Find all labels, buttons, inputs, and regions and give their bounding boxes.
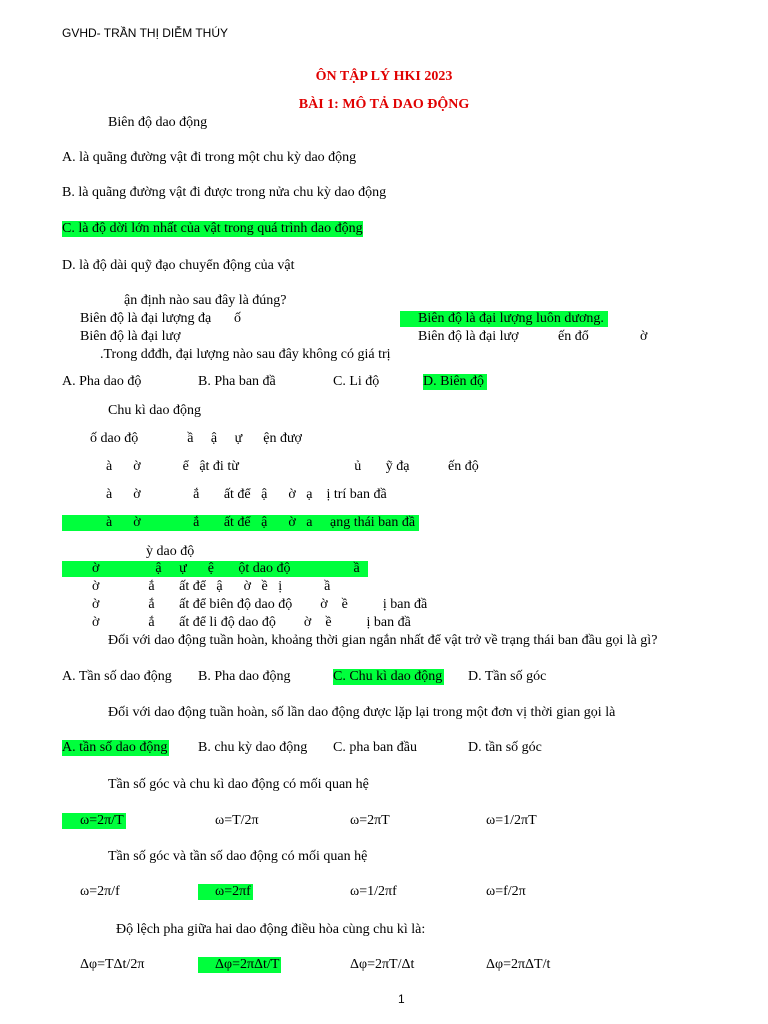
q1-option-b: B. là quãng đường vật đi được trong nửa chu kỳ dao động <box>62 185 387 200</box>
q3-option-a: A. Pha dao độ <box>62 374 142 389</box>
doc-title: ÔN TẬP LÝ HKI 2023 <box>315 69 453 84</box>
q8-option-d: ω=1/2πT <box>486 813 537 828</box>
q1-option-a: A. là quãng đường vật đi trong một chu kỳ dao động <box>62 150 357 165</box>
q6-option-b: B. Pha dao động <box>198 669 291 684</box>
q6-option-c: C. Chu kì dao động <box>333 669 443 684</box>
q2-option-d-fragment-2: ờ <box>640 329 648 344</box>
q5-option-a: ờ ậ ự ệ ột dao độ ầ <box>62 561 368 577</box>
q4-option-a: ố dao độ ầ ậ ự ện đượ <box>90 431 302 446</box>
q9-option-d: ω=f/2π <box>486 884 526 899</box>
q9-option-a: ω=2π/f <box>80 884 120 899</box>
q2-stem: ận định nào sau đây là đúng? <box>124 293 287 308</box>
q10-option-b: Δφ=2πΔt/T <box>198 957 281 973</box>
q7-option-d: D. tần số góc <box>468 740 542 755</box>
q3-option-d: D. Biên độ <box>423 374 487 390</box>
q5-stem: ỳ dao độ <box>146 544 195 559</box>
q1-option-c: C. là độ dời lớn nhất của vật trong quá trình dao động <box>62 221 363 236</box>
q2-option-d-fragment: ến đổ <box>558 329 589 344</box>
q9-option-b: ω=2πf <box>198 884 253 900</box>
lesson-title: BÀI 1: MÔ TẢ DAO ĐỘNG <box>298 97 470 112</box>
q9-stem: Tần số góc và tần số dao động có mối quan hệ <box>108 849 368 864</box>
q10-option-a: Δφ=TΔt/2π <box>80 957 145 972</box>
q8-option-c: ω=2πT <box>350 813 390 828</box>
q6-option-d: D. Tần số góc <box>468 669 547 684</box>
page-number: 1 <box>398 992 405 1006</box>
q3-option-b: B. Pha ban đầ <box>198 374 276 389</box>
q6-stem: Đối với dao động tuần hoàn, khoảng thời gian ngắn nhất để vật trở về trạng thái ban đầu gọi là gì? <box>108 633 658 648</box>
q7-option-a: A. tần số dao động <box>62 740 168 755</box>
q1-option-d: D. là độ dài quỹ đạo chuyển động của vật <box>62 258 295 273</box>
q7-option-c: C. pha ban đầu <box>333 740 417 755</box>
q2-option-d: Biên độ là đại lượ <box>418 329 519 344</box>
q2-option-c: Biên độ là đại lượ <box>80 329 181 344</box>
q8-stem: Tần số góc và chu kì dao động có mối quan hệ <box>108 777 369 792</box>
q10-option-c: Δφ=2πT/Δt <box>350 957 415 972</box>
q5-option-c: ờ ắ ất để biên độ dao độ ờ ề ị ban đầ <box>92 597 428 612</box>
q1-stem: Biên độ dao động <box>108 115 208 130</box>
q8-option-a: ω=2π/T <box>62 813 126 829</box>
q7-option-b: B. chu kỳ dao động <box>198 740 308 755</box>
q8-option-b: ω=T/2π <box>215 813 259 828</box>
q5-option-d: ờ ắ ất để li độ dao độ ờ ề ị ban đầ <box>92 615 411 630</box>
q3-option-c: C. Li độ <box>333 374 380 389</box>
q3-stem: .Trong dđđh, đại lượng nào sau đây không có giá trị <box>100 347 391 362</box>
page-header: GVHD- TRẦN THỊ DIỄM THÚY <box>62 26 229 40</box>
q9-option-c: ω=1/2πf <box>350 884 397 899</box>
q4-option-b: à ờ ể ật đi từ ủ ỹ đạ ến độ <box>106 459 479 474</box>
q6-option-a: A. Tần số dao động <box>62 669 172 684</box>
q7-stem: Đối với dao động tuần hoàn, số lần dao động được lặp lại trong một đơn vị thời gian gọi là <box>108 705 616 720</box>
q4-option-c: à ờ ắ ất để ậ ờ ạ ị trí ban đầ <box>106 487 387 502</box>
q5-option-b: ờ ắ ất để ậ ờ ề ị ầ <box>92 579 331 594</box>
q2-option-a: Biên độ là đại lượng đạ <box>80 311 212 326</box>
q2-option-a-fragment: ố <box>234 311 241 326</box>
q4-stem: Chu kì dao động <box>108 403 201 418</box>
q10-stem: Độ lệch pha giữa hai dao động điều hòa cùng chu kì là: <box>116 922 426 937</box>
q10-option-d: Δφ=2πΔT/t <box>486 957 551 972</box>
q2-option-b: Biên độ là đại lượng luôn dương. <box>400 311 608 327</box>
q4-option-d: à ờ ắ ất để ậ ờ a ạng thái ban đầ <box>62 515 419 531</box>
